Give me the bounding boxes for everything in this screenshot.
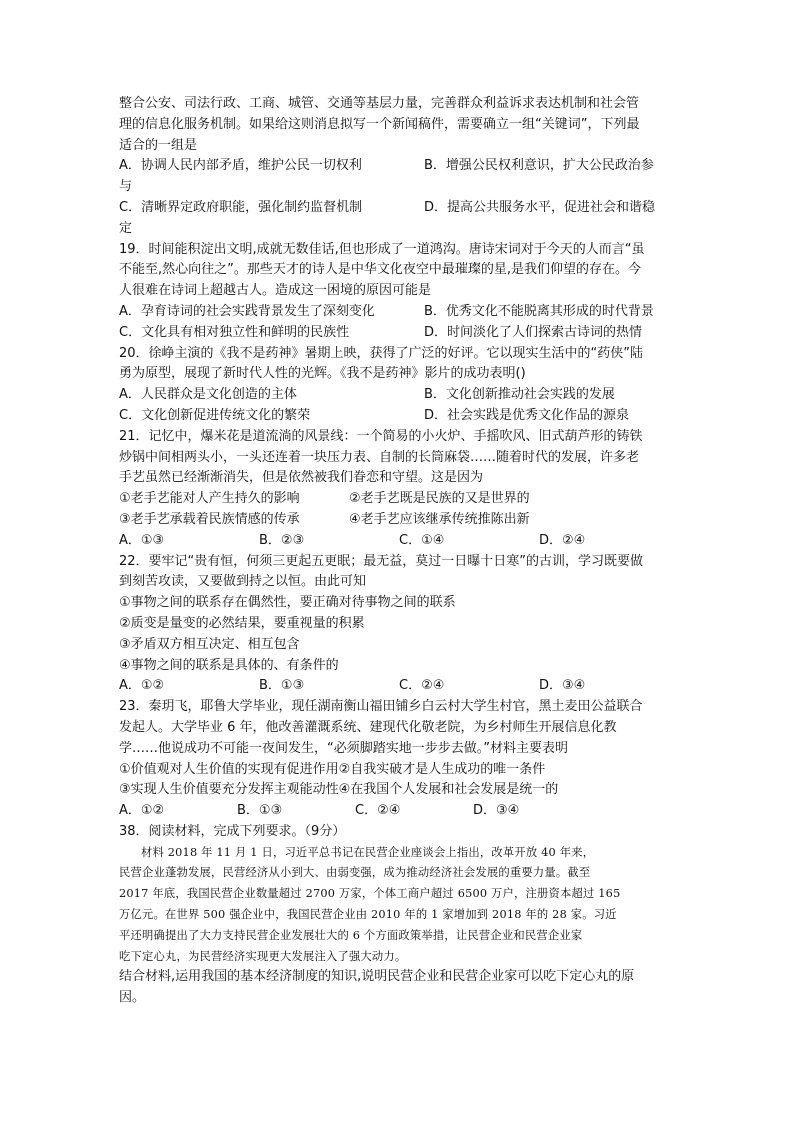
q20-option-b: B．文化创新推动社会实践的发展 — [424, 387, 615, 403]
q20-option-a: A．人民群众是文化创造的主体 — [119, 387, 297, 403]
q23-items-row-1: ①价值观对人生价值的实现有促进作用②自我实破才是人生成功的唯一条件 — [119, 761, 546, 777]
q23-items-row-2: ③实现人生价值要充分发挥主观能动性④在我国个人发展和社会发展是统一的 — [119, 782, 559, 798]
q23-option-c: C．②④ — [355, 803, 401, 819]
q38-question-line-2: 因。 — [119, 990, 146, 1006]
q38-title: 38．阅读材料，完成下列要求。（9分） — [119, 823, 346, 839]
q38-material-line-4: 万亿元。在世界 500 强企业中，我国民营企业由 2010 年的 1 家增加到 2018 年的 28 家。习近 — [119, 908, 617, 922]
q22-option-c: C．②④ — [399, 678, 445, 694]
q23-stem-line-1: 23．秦玥飞，耶鲁大学毕业，现任湖南衡山福田铺乡白云村大学生村官，黑土麦田公益联合 — [119, 699, 643, 715]
question-38 — [119, 822, 679, 1009]
q20-options-ab — [119, 385, 679, 406]
q21-item-1: ①老手艺能对人产生持久的影响 — [119, 491, 300, 507]
q21-stem-line-3: 手艺虽然已经渐渐消失，但是依然被我们眷恋和守望。这是因为 — [119, 470, 484, 486]
q18-stem-line-2: 理的信息化服务机制。如果给这则消息拟写一个新闻稿件，需要确立一组“关键词”，下列最 — [119, 116, 640, 132]
q19-option-b: B．优秀文化不能脱离其形成的时代背景 — [424, 303, 654, 319]
q22-options — [119, 676, 679, 697]
q38-material-line-2: 民营企业蓬勃发展，民营经济从小到大、由弱变强，成为推动经济社会发展的重要力量。截至 — [119, 866, 591, 880]
question-20 — [119, 344, 679, 427]
q18-stem-line-3: 适合的一组是 — [119, 137, 198, 153]
q21-items-row-1 — [119, 489, 679, 510]
q22-stem-line-2: 到刻苦攻读，又要做到持之以恒。由此可知 — [119, 574, 367, 590]
q22-item-2: ②质变是量变的必然结果，要重视量的积累 — [119, 615, 365, 631]
question-22 — [119, 552, 679, 698]
q19-stem-line-3: 人很难在诗词上超越古人。造成这一困境的原因可能是 — [119, 283, 432, 299]
q20-options-cd — [119, 406, 679, 427]
q22-option-b: B．①③ — [259, 678, 305, 694]
question-23 — [119, 697, 679, 822]
q22-option-d: D．③④ — [539, 678, 586, 694]
q23-stem-line-3: 学……他说成功不可能一夜间发生，“必须脚踏实地一步步去做。”材料主要表明 — [119, 740, 568, 756]
q18-option-a: A．协调人民内部矛盾，维护公民一切权利 — [119, 158, 362, 174]
q23-options — [119, 801, 679, 822]
q21-option-d: D．②④ — [539, 532, 586, 548]
q20-stem-line-1: 20．徐峥主演的《我不是药神》暑期上映，获得了广泛的好评。它以现实生活中的“药侠”陆 — [119, 345, 644, 361]
q21-item-2: ②老手艺既是民族的又是世界的 — [349, 491, 530, 507]
q18-option-b: B．增强公民权利意识，扩大公民政治参 — [424, 158, 654, 174]
q19-options-cd — [119, 323, 679, 344]
q38-material-line-5: 平还明确提出了大力支持民营企业发展壮大的 6 个方面政策举措，让民营企业和民营企业家 — [119, 928, 583, 942]
q23-option-a: A．①② — [119, 803, 165, 819]
q22-item-1: ①事物之间的联系存在偶然性，要正确对待事物之间的联系 — [119, 595, 456, 611]
q19-option-c: C．文化具有相对独立性和鲜明的民族性 — [119, 324, 350, 340]
question-19 — [119, 240, 679, 344]
q22-item-4: ④事物之间的联系是具体的、有条件的 — [119, 657, 339, 673]
q20-option-d: D．社会实践是优秀文化作品的源泉 — [424, 407, 630, 423]
q23-option-d: D．③④ — [473, 803, 520, 819]
q19-stem-line-1: 19．时间能积淀出文明,成就无数佳话,但也形成了一道鸿沟。唐诗宋词对于今天的人而言“虽 — [119, 241, 645, 257]
q20-stem-line-2: 勇为原型，展现了新时代人性的光辉。《我不是药神》影片的成功表明() — [119, 366, 526, 382]
q18-option-b-wrap: 与 — [119, 179, 133, 195]
q22-stem-line-1: 22．要牢记“贵有恒，何须三更起五更眠；最无益，莫过一日曝十日寒”的古训，学习既要做 — [119, 553, 644, 569]
q21-option-a: A．①③ — [119, 532, 165, 548]
q19-option-d: D．时间淡化了人们探索古诗词的热情 — [424, 324, 643, 340]
q22-item-3: ③矛盾双方相互决定、相互包含 — [119, 636, 300, 652]
q23-stem-line-2: 发起人。大学毕业 6 年，他改善灌溉系统、建现代化敬老院，为乡村师生开展信息化教 — [119, 719, 617, 735]
q21-stem-line-1: 21．记忆中，爆米花是道流淌的风景线：一个简易的小火炉、手摇吹风、旧式葫芦形的铸铁 — [119, 428, 643, 444]
q38-material-line-3: 2017 年底，我国民营企业数量超过 2700 万家，个体工商户超过 6500 万户，注册资本超过 165 — [119, 887, 621, 901]
q38-material-line-6: 吃下定心丸，为民营经济实现更大发展注入了强大动力。 — [119, 949, 407, 963]
q21-items-row-2 — [119, 510, 679, 531]
q21-option-b: B．②③ — [259, 532, 305, 548]
question-21 — [119, 427, 679, 552]
q38-material-line-1: 材料 2018 年 11 月 1 日，习近平总书记在民营企业座谈会上指出，改革开放 40 年来， — [141, 845, 595, 859]
q21-stem-line-2: 炒锅中间相两头小，一头还连着一块压力表、自制的长筒麻袋……随着时代的发展，许多老 — [119, 449, 640, 465]
q23-option-b: B．①③ — [237, 803, 283, 819]
q38-question-line-1: 结合材料,运用我国的基本经济制度的知识,说明民营企业和民营企业家可以吃下定心丸的原 — [119, 969, 635, 985]
q21-options — [119, 531, 679, 552]
q18-option-d: D．提高公共服务水平，促进社会和谐稳 — [424, 199, 656, 215]
q21-item-4: ④老手艺应该继承传统推陈出新 — [349, 511, 530, 527]
q19-stem-line-2: 不能至,然心向往之”。那些天才的诗人是中华文化夜空中最璀璨的星,是我们仰望的存在。今 — [119, 262, 642, 278]
q19-options-ab — [119, 302, 679, 323]
exam-page — [119, 94, 679, 1009]
question-18 — [119, 94, 679, 240]
q19-option-a: A．孕育诗词的社会实践背景发生了深刻变化 — [119, 303, 375, 319]
q20-option-c: C．文化创新促进传统文化的繁荣 — [119, 407, 311, 423]
q21-option-c: C．①④ — [399, 532, 445, 548]
q18-options-cd — [119, 198, 679, 219]
q21-item-3: ③老手艺承载着民族情感的传承 — [119, 511, 300, 527]
q38-material — [119, 843, 679, 968]
q22-option-a: A．①② — [119, 678, 165, 694]
q18-option-c: C．清晰界定政府职能，强化制约监督机制 — [119, 199, 363, 215]
q18-stem-line-1: 整合公安、司法行政、工商、城管、交通等基层力量，完善群众利益诉求表达机制和社会管 — [119, 96, 640, 111]
q18-option-d-wrap: 定 — [119, 220, 133, 236]
q18-options-ab — [119, 156, 679, 177]
